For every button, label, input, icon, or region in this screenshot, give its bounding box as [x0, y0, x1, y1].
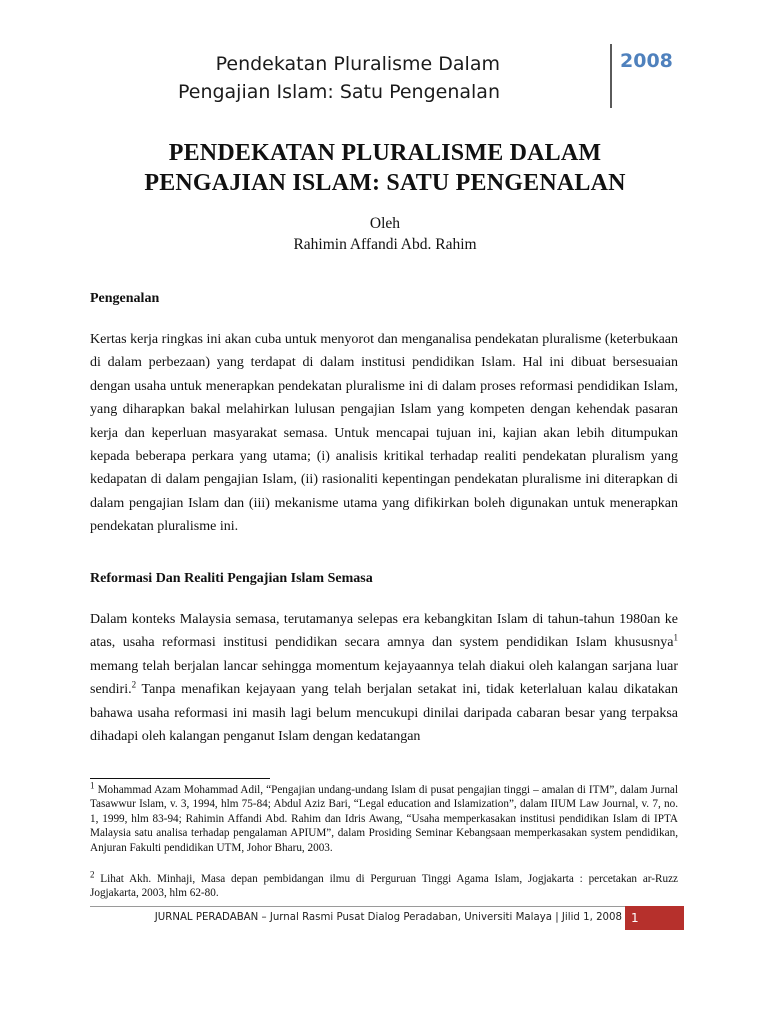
footnote-2-text: Lihat Akh. Minhaji, Masa depan pembidangan ilmu di Perguruan Tinggi Agama Islam, Jogjakarta : percetakan ar-Ruzz Jogjakarta, 2003, hlm 62-80.	[90, 873, 678, 900]
section-heading-reform: Reformasi Dan Realiti Pengajian Islam Semasa	[90, 571, 373, 586]
intro-paragraph: Kertas kerja ringkas ini akan cuba untuk menyorot dan menganalisa pendekatan pluralisme (keterbukaan di dalam perbezaan) yang terdapat di dalam institusi pendidikan Islam. Hal ini dibuat bersesuaian dengan usaha untuk menerapkan pendekatan pluralisme ini di dalam proses reformasi pendidikan Islam, yang diharapkan bakal melahirkan lulusan pengajian Islam yang kompeten dengan kehendak pasaran kerja dan keperluan masyarakat semasa. Untuk mencapai tujuan ini, kajian akan lebih ditumpukan kepada beberapa perkara yang utama; (i) analisis kritikal terhadap realiti pendekatan pluralism yang kedapatan di dalam pengajian Islam, (ii) rasionaliti kepentingan pendekatan pluralisme ini diterapkan di dalam pengajian Islam dan (iii) mekanisme utama yang difikirkan boleh digunakan untuk menerapkan pendekatan pluralisme ini.	[90, 332, 678, 535]
byline-label: Oleh	[369, 215, 401, 232]
page-number: 1	[625, 906, 684, 930]
running-header	[177, 44, 673, 108]
section-heading-intro: Pengenalan	[90, 291, 160, 306]
author-name: Rahimin Affandi Abd. Rahim	[293, 236, 477, 253]
document-title-line1: PENDEKATAN PLURALISME DALAM	[168, 140, 602, 166]
running-header-title-line2: Pengajian Islam: Satu Pengenalan	[177, 81, 500, 103]
running-header-title	[140, 50, 500, 106]
footer-rule	[90, 906, 684, 907]
reform-paragraph	[90, 608, 678, 748]
document-title-line2: PENGAJIAN ISLAM: SATU PENGENALAN	[144, 170, 626, 196]
document-title	[90, 138, 680, 198]
reform-text-b: memang telah berjalan lancar sehingga momentum kejayaannya telah diakui oleh kalangan sarjana luar sendiri.	[90, 658, 678, 698]
footnote-2	[90, 869, 678, 901]
running-header-title-line1: Pendekatan Pluralisme Dalam	[215, 53, 500, 75]
header-divider	[610, 44, 612, 108]
footnote-separator	[90, 778, 270, 779]
footnote-1-number: 1	[90, 780, 95, 791]
footer-journal: JURNAL PERADABAN – Jurnal Rasmi Pusat Dialog Peradaban, Universiti Malaya | Jilid 1, 2008	[154, 912, 622, 923]
footnote-ref-1[interactable]: 1	[673, 632, 678, 643]
footnote-ref-2[interactable]: 2	[131, 679, 137, 690]
footnote-1	[90, 780, 678, 855]
reform-text-a: Dalam konteks Malaysia semasa, terutamanya selepas era kebangkitan Islam di tahun-tahun 1980an ke atas, usaha reformasi institusi pendidikan secara amnya dan system pendidikan Islam khususnya	[90, 612, 678, 651]
reform-text-c: Tanpa menafikan kejayaan yang telah berjalan setakat ini, tidak keterlaluan kalau dikatakan bahawa usaha reformasi ini masih lagi belum mencukupi dinilai daripada cabaran besar yang terpaksa dihadapi oleh kalangan penganut Islam dengan kedatangan	[90, 682, 678, 745]
byline	[90, 213, 680, 255]
footnote-1-text: Mohammad Azam Mohammad Adil, “Pengajian undang-undang Islam di pusat pengajian tinggi – amalan di ITM”, dalam Jurnal Tasawwur Islam, v. 3, 1994, hlm 75-84; Abdul Aziz Bari, “Legal education and Islamization”, dalam IIUM Law Journal, v. 7, no. 1, 1999, hlm 83-94; Rahimin Affandi Abd. Rahim dan Idris Awang, “Usaha memperkasakan institusi pendidikan Islam di IPTA Malaysia satu analisa terhadap pengalaman APIUM”, dalam Prosiding Seminar Kebangsaan memperkasakan system pendidikan, Anjuran Fakulti pendidikan UTM, Johor Bharu, 2003.	[90, 784, 678, 854]
footnote-2-number: 2	[90, 869, 95, 880]
running-header-year: 2008	[620, 50, 673, 72]
